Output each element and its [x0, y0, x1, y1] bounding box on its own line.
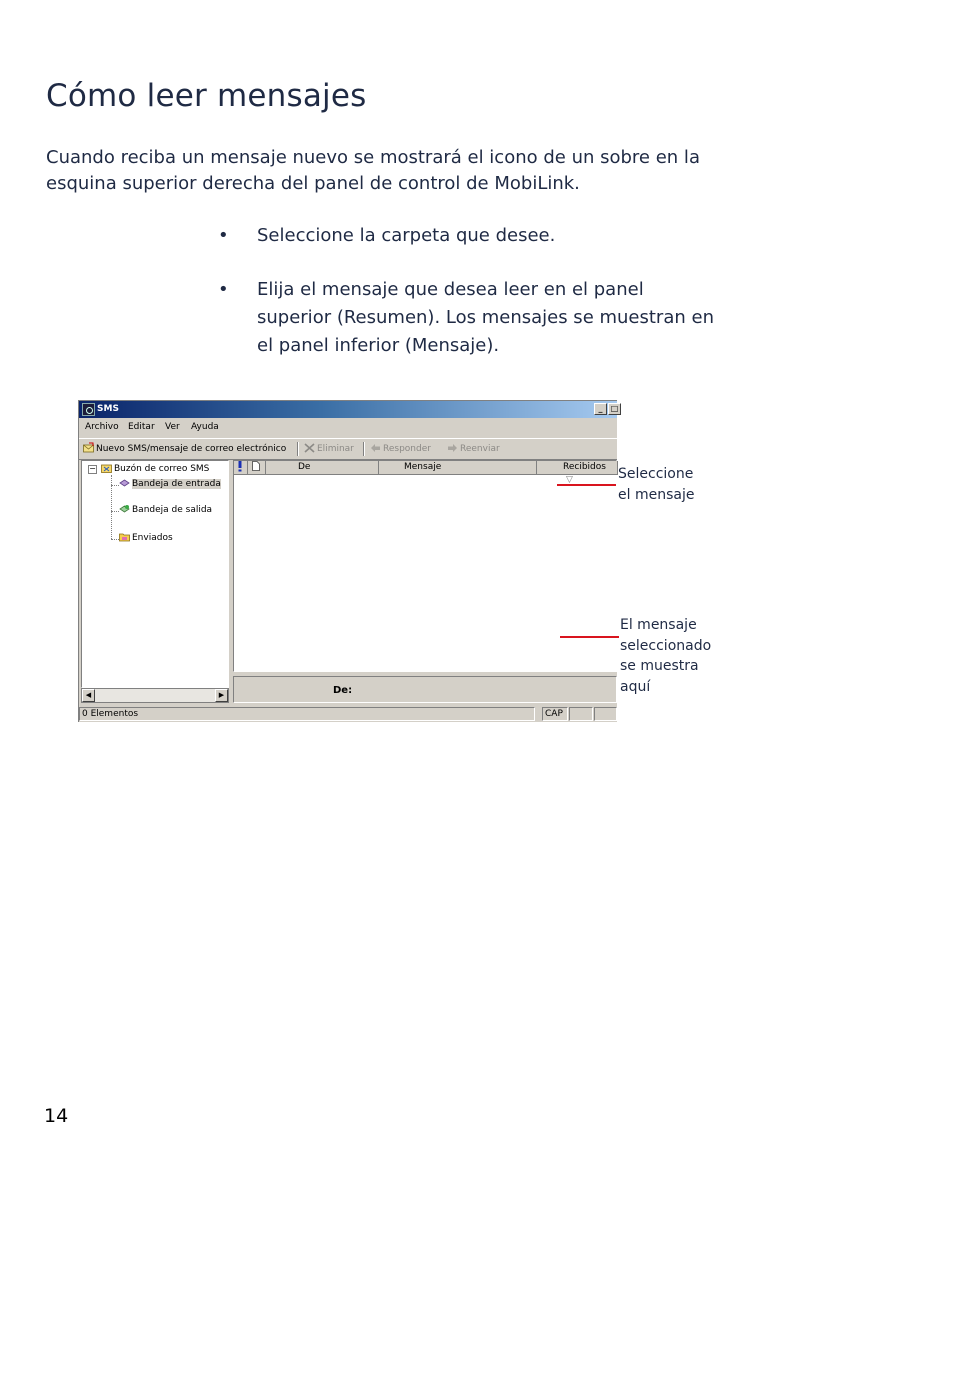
tree-horizontal-scrollbar[interactable]: [81, 688, 229, 703]
collapse-icon[interactable]: −: [89, 464, 96, 473]
annotation-line-preview: [560, 636, 619, 638]
toolbar: [79, 438, 617, 460]
bullet-text: Seleccione la carpeta que desee.: [257, 225, 556, 246]
attachment-column-header[interactable]: [248, 461, 266, 475]
sort-descending-icon: ▽: [566, 475, 573, 485]
page-number: 14: [44, 1105, 69, 1127]
message-preview-pane[interactable]: [233, 676, 617, 703]
status-cell-empty: [569, 707, 593, 721]
status-bar: [79, 706, 617, 722]
tree-item-sent[interactable]: [119, 532, 173, 543]
tree-item-label: Bandeja de salida: [132, 505, 213, 515]
menu-editar[interactable]: Editar: [128, 422, 155, 432]
forward-icon: [447, 443, 458, 453]
preview-from-label: De:: [333, 685, 353, 696]
toolbar-separator: [297, 442, 299, 456]
scroll-right-icon[interactable]: ▶: [215, 689, 228, 702]
tree-connector: [111, 511, 119, 512]
new-message-button[interactable]: [83, 443, 286, 454]
sms-window-screenshot: [78, 400, 617, 722]
priority-icon: [237, 461, 243, 472]
tree-item-outbox[interactable]: [119, 504, 212, 515]
window-title: SMS: [97, 404, 119, 414]
tree-item-label: Bandeja de entrada: [132, 479, 221, 489]
list-item: [218, 276, 718, 360]
annotation-text: seleccionado: [620, 637, 712, 654]
bullet-text: Elija el mensaje que desea leer en el panel superior (Resumen). Los mensajes se muestran en el panel inferior (Mensaje).: [257, 279, 714, 356]
column-header-from[interactable]: De: [266, 461, 379, 475]
menu-archivo[interactable]: Archivo: [85, 422, 119, 432]
status-item-count: 0 Elementos: [79, 707, 535, 721]
column-header-received-label: Recibidos: [563, 462, 606, 472]
minimize-icon[interactable]: _: [594, 403, 607, 415]
annotation-text: el mensaje: [618, 486, 695, 503]
tree-root-mailbox[interactable]: [101, 463, 209, 474]
document-icon: [252, 461, 260, 471]
annotation-text: aquí: [620, 678, 651, 695]
new-message-label: Nuevo SMS/mensaje de correo electrónico: [96, 444, 287, 454]
delete-icon: [304, 443, 315, 453]
status-caps-lock: CAP: [542, 707, 568, 721]
app-icon: [82, 403, 95, 416]
annotation-line-select: [557, 484, 616, 486]
window-titlebar: [79, 401, 617, 418]
menu-bar: [79, 420, 617, 436]
status-cell-empty: [594, 707, 617, 721]
annotation-message-shown: [620, 615, 711, 697]
reply-button[interactable]: [370, 443, 431, 454]
reply-icon: [370, 443, 381, 453]
list-item: [218, 222, 718, 250]
tree-item-inbox[interactable]: [119, 478, 221, 489]
annotation-select-message: [618, 464, 694, 505]
column-header-message[interactable]: Mensaje: [379, 461, 537, 475]
menu-ayuda[interactable]: Ayuda: [191, 422, 219, 432]
tree-connector: [111, 539, 119, 540]
priority-column-header[interactable]: [234, 461, 248, 475]
tree-root-label: Buzón de correo SMS: [114, 464, 210, 474]
maximize-icon[interactable]: □: [608, 403, 621, 415]
scroll-left-icon[interactable]: ◀: [82, 689, 95, 702]
delete-label: Eliminar: [317, 444, 354, 454]
outbox-icon: [119, 504, 130, 514]
instruction-list: [218, 222, 718, 386]
new-message-icon: [83, 443, 94, 453]
toolbar-separator: [363, 442, 365, 456]
menu-ver[interactable]: Ver: [165, 422, 180, 432]
bullet-icon: •: [218, 225, 229, 246]
column-header-received[interactable]: [537, 461, 618, 485]
forward-button[interactable]: [447, 443, 500, 454]
forward-label: Reenviar: [460, 444, 500, 454]
tree-item-label: Enviados: [132, 533, 173, 543]
sent-folder-icon: [119, 532, 130, 542]
folder-tree: [81, 460, 229, 688]
intro-paragraph: Cuando reciba un mensaje nuevo se mostrará el icono de un sobre en la esquina superior derecha del panel de control de MobiLink.: [46, 147, 700, 194]
bullet-icon: •: [218, 279, 229, 300]
reply-label: Responder: [383, 444, 431, 454]
annotation-text: El mensaje: [620, 617, 697, 633]
annotation-text: se muestra: [620, 658, 699, 674]
inbox-icon: [119, 478, 130, 488]
message-summary-list[interactable]: [233, 460, 617, 672]
mailbox-icon: [101, 463, 112, 473]
delete-button[interactable]: [304, 443, 354, 454]
annotation-text: Seleccione: [618, 466, 694, 482]
page-title: Cómo leer mensajes: [46, 78, 367, 114]
tree-connector: [111, 485, 119, 486]
